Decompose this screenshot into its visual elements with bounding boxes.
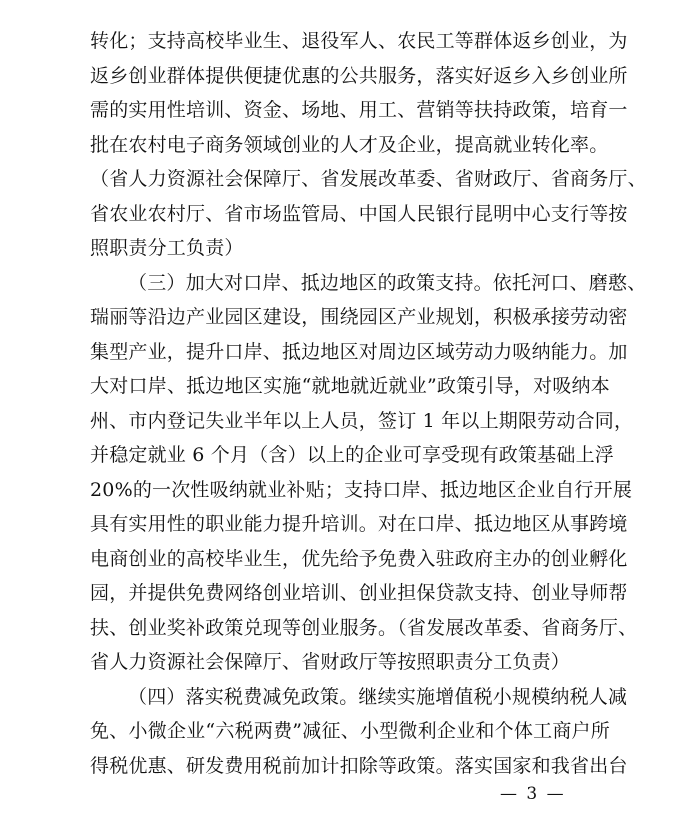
text-line: 20%的一次性吸纳就业补贴；支持口岸、抵边地区企业自行开展 bbox=[90, 478, 633, 501]
page-number: — 3 — bbox=[500, 784, 566, 804]
text-line: 园，并提供免费网络创业培训、创业担保贷款支持、创业导师帮 bbox=[90, 582, 628, 604]
text-line: 并稳定就业 6 个月（含）以上的企业可享受现有政策基础上浮 bbox=[90, 444, 614, 466]
text-line: 得税优惠、研发费用税前加计扣除等政策。落实国家和我省出台 bbox=[90, 754, 628, 777]
text-line: 大对口岸、抵边地区实施“就地就近就业”政策引导，对吸纳本 bbox=[90, 375, 610, 397]
text-line: （省人力资源社会保障厅、省发展改革委、省财政厅、省商务厅、 bbox=[90, 168, 647, 190]
text-line: 批在农村电子商务领域创业的人才及企业，提高就业转化率。 bbox=[90, 133, 609, 156]
section-heading-line: （三）加大对口岸、抵边地区的政策支持。依托河口、磨憨、 bbox=[128, 271, 647, 294]
section-heading-line: （四）落实税费减免政策。继续实施增值税小规模纳税人减 bbox=[128, 685, 628, 708]
document-body bbox=[90, 24, 647, 783]
text-line: 州、市内登记失业半年以上人员，签订 1 年以上期限劳动合同， bbox=[90, 409, 634, 432]
text-line: 免、小微企业“六税两费”减征、小型微利企业和个体工商户所 bbox=[90, 720, 610, 742]
text-line: 电商创业的高校毕业生，优先给予免费入驻政府主办的创业孵化 bbox=[90, 547, 628, 570]
text-line: 集型产业，提升口岸、抵边地区对周边区域劳动力吸纳能力。加 bbox=[90, 340, 628, 363]
text-line: 返乡创业群体提供便捷优惠的公共服务，落实好返乡入乡创业所 bbox=[90, 64, 628, 87]
text-line: 需的实用性培训、资金、场地、用工、营销等扶持政策，培育一 bbox=[90, 99, 628, 121]
text-line: 省人力资源社会保障厅、省财政厅等按照职责分工负责） bbox=[90, 651, 571, 673]
text-line: 转化；支持高校毕业生、退役军人、农民工等群体返乡创业，为 bbox=[90, 30, 628, 52]
text-line: 照职责分工负责） bbox=[90, 237, 244, 259]
text-line: 具有实用性的职业能力提升培训。对在口岸、抵边地区从事跨境 bbox=[90, 513, 628, 535]
text-line: 扶、创业奖补政策兑现等创业服务。（省发展改革委、省商务厅、 bbox=[90, 616, 638, 639]
text-line: 省农业农村厅、省市场监管局、中国人民银行昆明中心支行等按 bbox=[90, 202, 628, 225]
text-line: 瑞丽等沿边产业园区建设，围绕园区产业规划，积极承接劳动密 bbox=[90, 306, 628, 328]
